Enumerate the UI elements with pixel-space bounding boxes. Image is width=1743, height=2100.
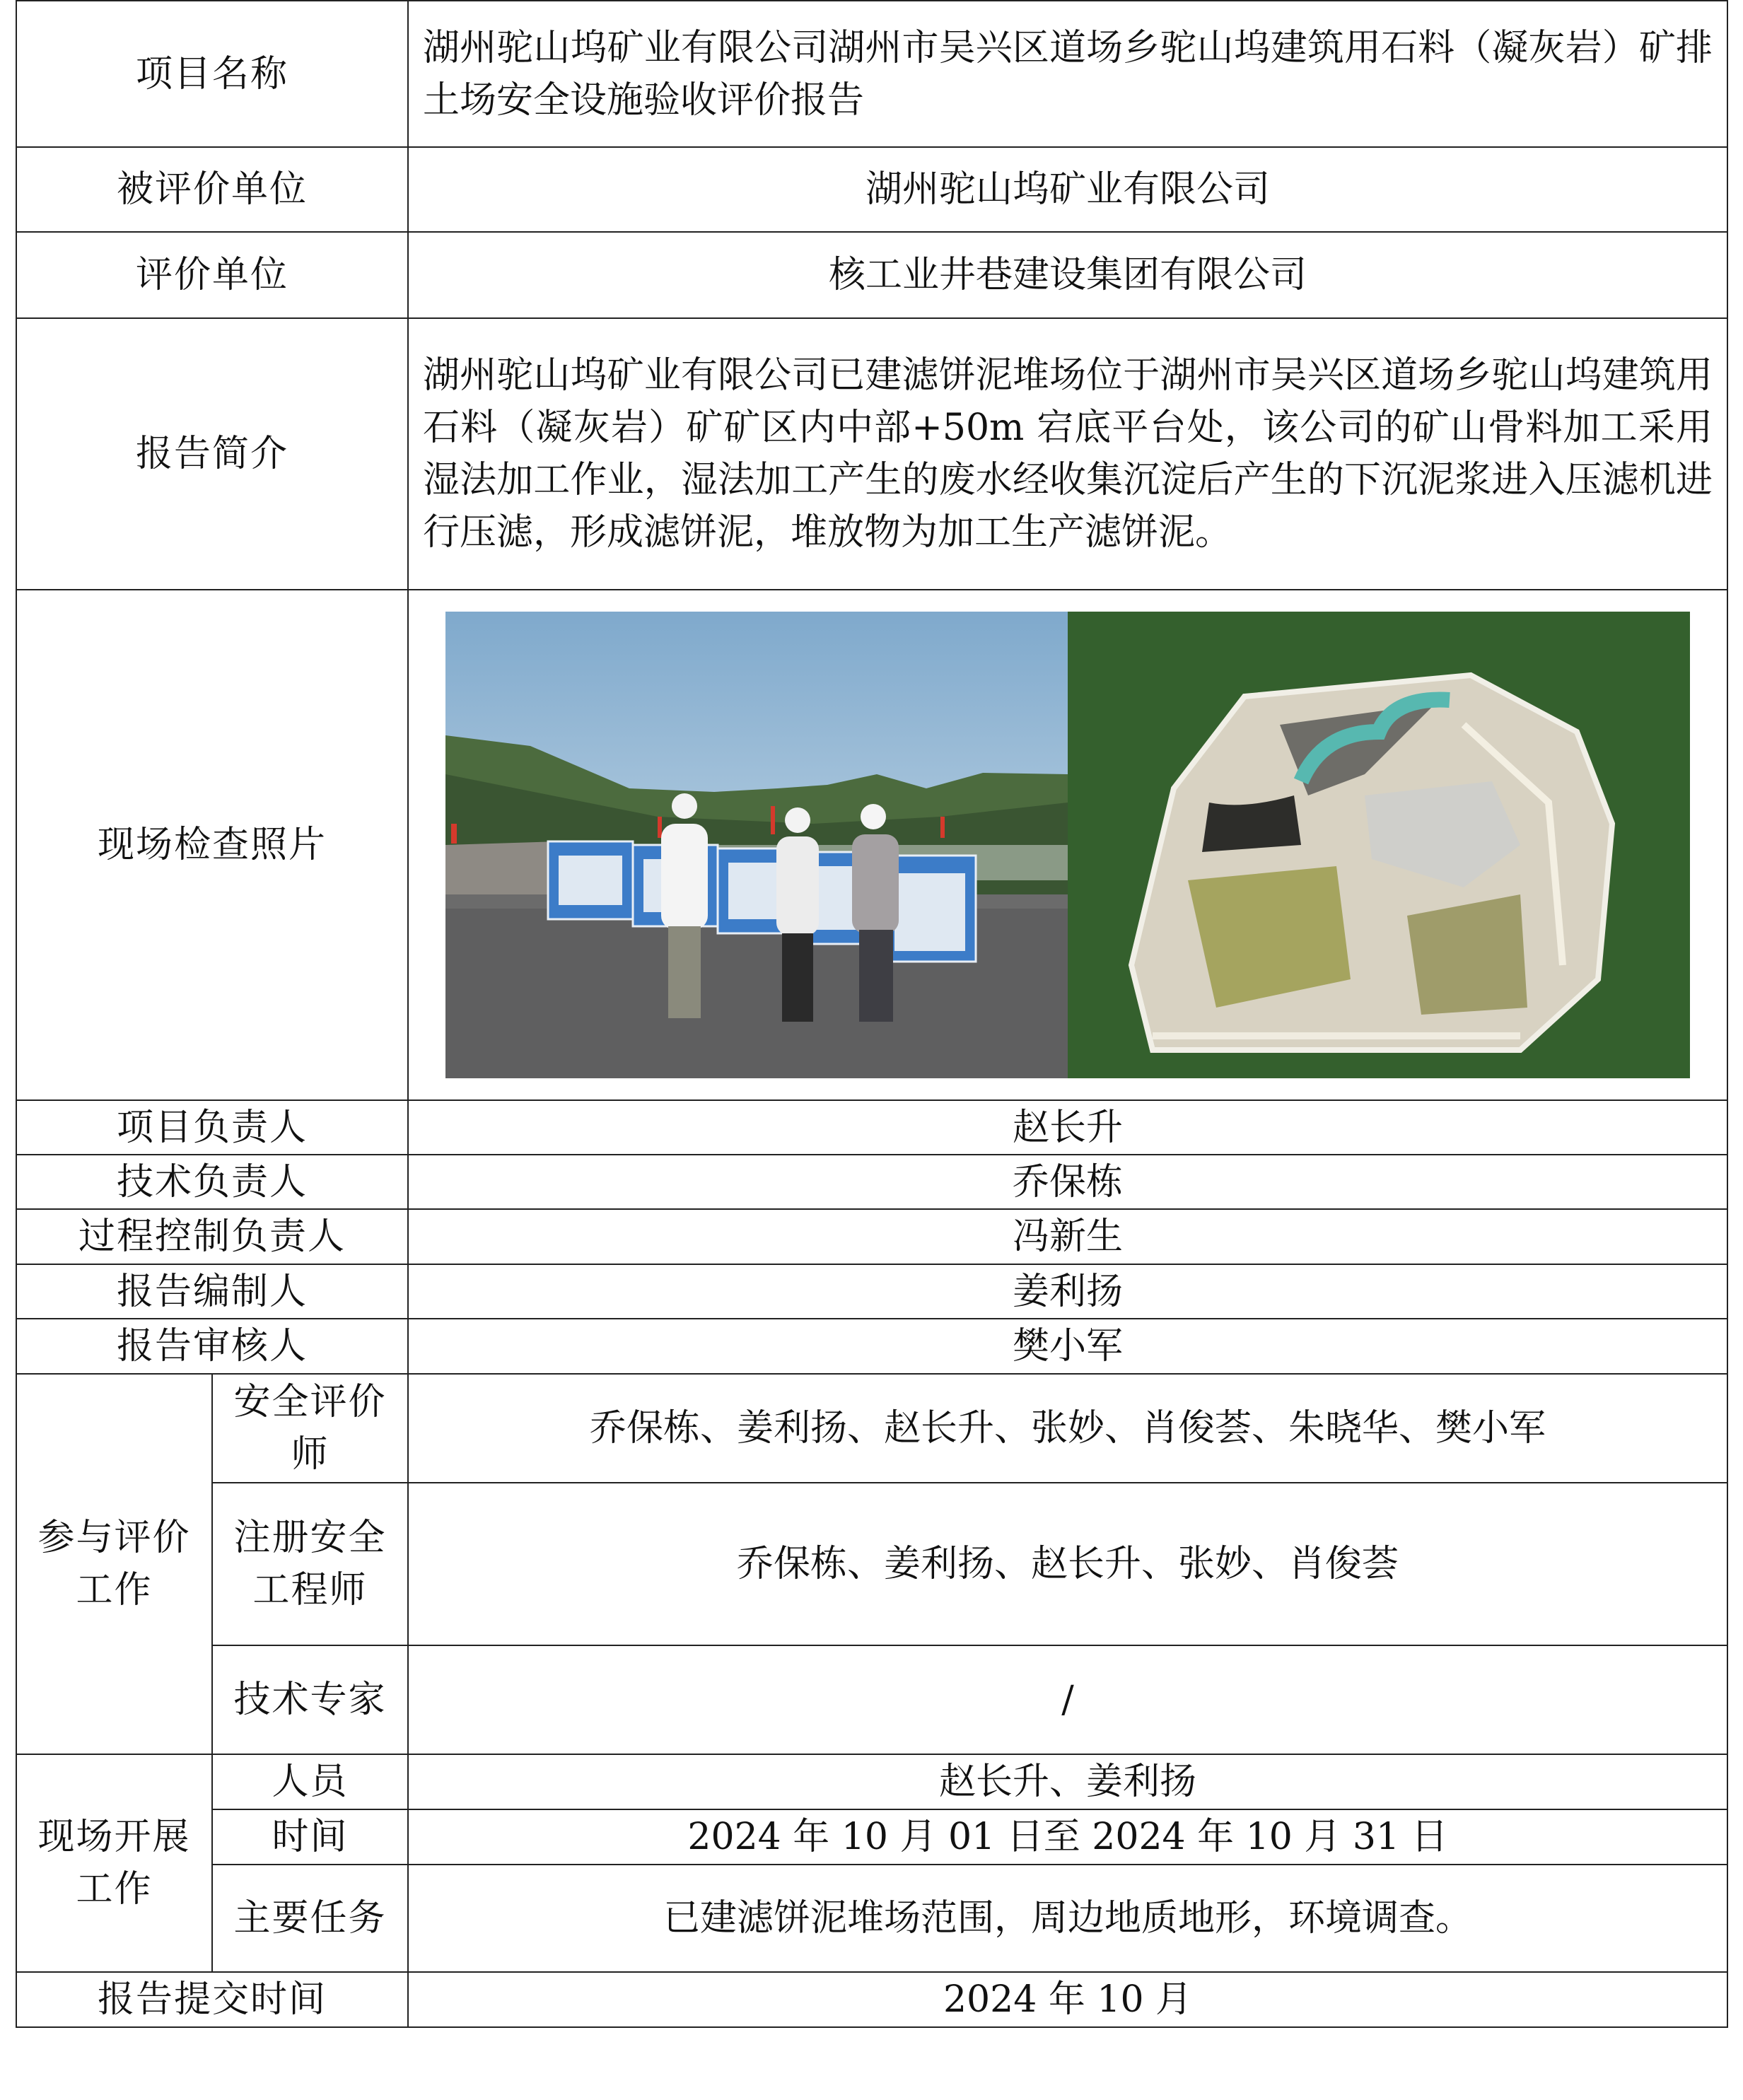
label-photos: 现场检查照片 [16,590,408,1100]
site-inspection-photo [445,612,1068,1078]
row-evaluating-unit [16,232,1727,318]
row-project-name [16,1,1727,147]
value-submission: 2024 年 10 月 [408,1972,1727,2027]
value-evaluated-unit: 湖州驼山坞矿业有限公司 [408,147,1727,232]
label-reviewer: 报告审核人 [16,1319,408,1374]
row-submission [16,1972,1727,2027]
row-summary [16,318,1727,590]
value-safety-evaluators: 乔保栋、姜利扬、赵长升、张妙、肖俊荟、朱晓华、樊小军 [408,1374,1727,1483]
value-evaluating-unit: 核工业井巷建设集团有限公司 [408,232,1727,318]
value-process-lead: 冯新生 [408,1209,1727,1264]
value-time: 2024 年 10 月 01 日至 2024 年 10 月 31 日 [408,1809,1727,1865]
label-compiler: 报告编制人 [16,1264,408,1319]
label-registered-engineers: 注册安全工程师 [212,1483,408,1645]
row-evaluated-unit [16,147,1727,232]
row-tech-experts [16,1645,1727,1754]
label-participation: 参与评价工作 [16,1374,212,1754]
photos-cell [408,590,1727,1100]
row-compiler [16,1264,1727,1319]
label-tech-experts: 技术专家 [212,1645,408,1754]
label-safety-evaluators: 安全评价师 [212,1374,408,1483]
value-project-lead: 赵长升 [408,1100,1727,1155]
value-project-name: 湖州驼山坞矿业有限公司湖州市吴兴区道场乡驼山坞建筑用石料（凝灰岩）矿排土场安全设施验收评价报告 [408,1,1727,147]
label-evaluating-unit: 评价单位 [16,232,408,318]
value-registered-engineers: 乔保栋、姜利扬、赵长升、张妙、肖俊荟 [408,1483,1727,1645]
value-compiler: 姜利扬 [408,1264,1727,1319]
report-info-table [16,0,1728,2028]
value-personnel: 赵长升、姜利扬 [408,1754,1727,1809]
label-personnel: 人员 [212,1754,408,1809]
label-time: 时间 [212,1809,408,1865]
row-fieldwork-time [16,1809,1727,1865]
value-tech-lead: 乔保栋 [408,1155,1727,1209]
aerial-site-photo [1068,612,1690,1078]
label-project-lead: 项目负责人 [16,1100,408,1155]
label-tech-lead: 技术负责人 [16,1155,408,1209]
label-process-lead: 过程控制负责人 [16,1209,408,1264]
row-project-lead [16,1100,1727,1155]
label-evaluated-unit: 被评价单位 [16,147,408,232]
row-tech-lead [16,1155,1727,1209]
label-submission: 报告提交时间 [16,1972,408,2027]
label-summary: 报告简介 [16,318,408,590]
label-project-name: 项目名称 [16,1,408,147]
label-tasks: 主要任务 [212,1865,408,1972]
row-photos [16,590,1727,1100]
row-fieldwork-tasks [16,1865,1727,1972]
row-reviewer [16,1319,1727,1374]
row-safety-evaluators [16,1374,1727,1483]
value-reviewer: 樊小军 [408,1319,1727,1374]
row-registered-engineers [16,1483,1727,1645]
value-tech-experts: / [408,1645,1727,1754]
value-tasks: 已建滤饼泥堆场范围，周边地质地形，环境调查。 [408,1865,1727,1972]
value-summary: 湖州驼山坞矿业有限公司已建滤饼泥堆场位于湖州市吴兴区道场乡驼山坞建筑用石料（凝灰岩）矿矿区内中部+50m 宕底平台处，该公司的矿山骨料加工采用湿法加工作业，湿法加工产生的废水经收集沉淀后产生的下沉泥浆进入压滤机进行压滤，形成滤饼泥，堆放物为加工生产滤饼泥。 [408,318,1727,590]
label-fieldwork: 现场开展工作 [16,1754,212,1972]
photo-strip [409,596,1727,1094]
row-fieldwork-personnel [16,1754,1727,1809]
row-process-lead [16,1209,1727,1264]
